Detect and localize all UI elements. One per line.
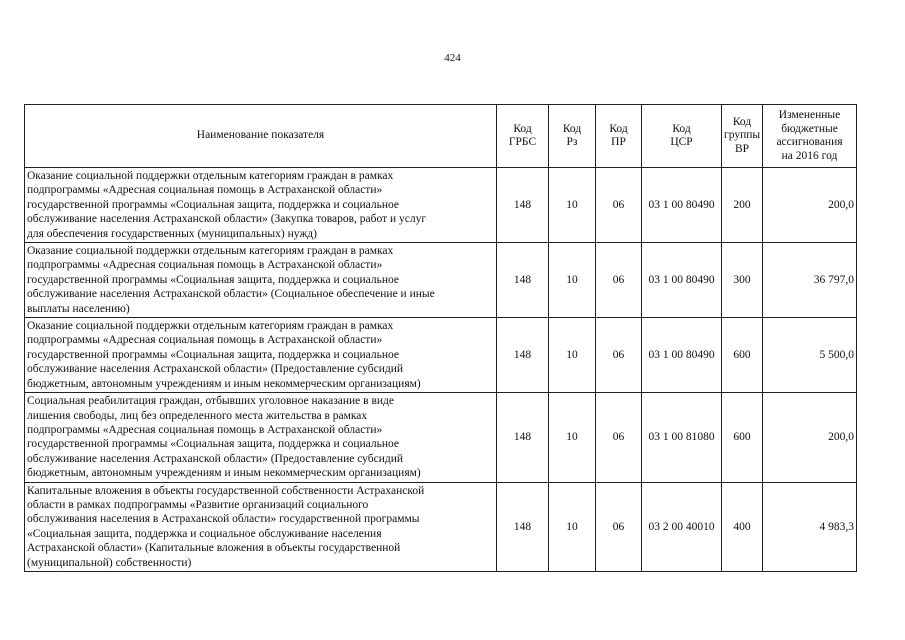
page-number: 424 (444, 52, 461, 64)
row-rz: 10 (549, 393, 596, 482)
row-pr: 06 (596, 393, 642, 482)
row-rz: 10 (549, 168, 596, 243)
table-row (25, 243, 857, 318)
row-name: Капитальные вложения в объекты государственной собственности Астраханской области в рамках подпрограммы «Развитие организаций социального обслуживания населения в Астраханской области» государственной программы «Социальная защита, поддержка и социальное обслуживание населения Астраханской области» (Капитальные вложения в объекты государственной (муниципальной) собственности) (25, 482, 497, 571)
column-header-vr: Код группы ВР (722, 105, 763, 168)
row-name: Оказание социальной поддержки отдельным категориям граждан в рамках подпрограммы «Адресная социальная помощь в Астраханской области» государственной программы «Социальная защита, поддержка и социальное обслуживание населения Астраханской области» (Социальное обеспечение и иные выплаты населению) (25, 243, 497, 318)
row-rz: 10 (549, 482, 596, 571)
row-name: Оказание социальной поддержки отдельным категориям граждан в рамках подпрограммы «Адресная социальная помощь в Астраханской области» государственной программы «Социальная защита, поддержка и социальное обслуживание населения Астраханской области» (Закупка товаров, работ и услуг для обеспечения государственных (муниципальных) нужд) (25, 168, 497, 243)
table-row (25, 482, 857, 571)
row-rz: 10 (549, 318, 596, 393)
row-amount: 4 983,3 (763, 482, 857, 571)
budget-table (24, 104, 857, 572)
row-amount: 5 500,0 (763, 318, 857, 393)
column-header-grbs: Код ГРБС (497, 105, 549, 168)
row-vr: 600 (722, 318, 763, 393)
column-header-amount: Измененные бюджетные ассигнования на 2016 год (763, 105, 857, 168)
table-row (25, 168, 857, 243)
table-row (25, 318, 857, 393)
table-header-row (25, 105, 857, 168)
row-vr: 400 (722, 482, 763, 571)
column-header-rz: Код Рз (549, 105, 596, 168)
row-amount: 200,0 (763, 393, 857, 482)
row-grbs: 148 (497, 168, 549, 243)
row-grbs: 148 (497, 318, 549, 393)
row-pr: 06 (596, 482, 642, 571)
column-header-name: Наименование показателя (25, 105, 497, 168)
row-grbs: 148 (497, 393, 549, 482)
row-csr: 03 2 00 40010 (642, 482, 722, 571)
row-pr: 06 (596, 318, 642, 393)
row-csr: 03 1 00 81080 (642, 393, 722, 482)
column-header-csr: Код ЦСР (642, 105, 722, 168)
column-header-pr: Код ПР (596, 105, 642, 168)
row-vr: 600 (722, 393, 763, 482)
row-amount: 200,0 (763, 168, 857, 243)
row-name: Социальная реабилитация граждан, отбывших уголовное наказание в виде лишения свободы, лиц без определенного места жительства в рамках подпрограммы «Адресная социальная помощь в Астраханской области» государственной программы «Социальная защита, поддержка и социальное обслуживание населения Астраханской области» (Предоставление субсидий бюджетным, автономным учреждениям и иным некоммерческим организациям) (25, 393, 497, 482)
row-name: Оказание социальной поддержки отдельным категориям граждан в рамках подпрограммы «Адресная социальная помощь в Астраханской области» государственной программы «Социальная защита, поддержка и социальное обслуживание населения Астраханской области» (Предоставление субсидий бюджетным, автономным учреждениям и иным некоммерческим организациям) (25, 318, 497, 393)
row-pr: 06 (596, 243, 642, 318)
table-row (25, 393, 857, 482)
row-vr: 300 (722, 243, 763, 318)
row-csr: 03 1 00 80490 (642, 168, 722, 243)
row-vr: 200 (722, 168, 763, 243)
row-grbs: 148 (497, 482, 549, 571)
row-amount: 36 797,0 (763, 243, 857, 318)
row-grbs: 148 (497, 243, 549, 318)
row-pr: 06 (596, 168, 642, 243)
row-rz: 10 (549, 243, 596, 318)
row-csr: 03 1 00 80490 (642, 243, 722, 318)
row-csr: 03 1 00 80490 (642, 318, 722, 393)
